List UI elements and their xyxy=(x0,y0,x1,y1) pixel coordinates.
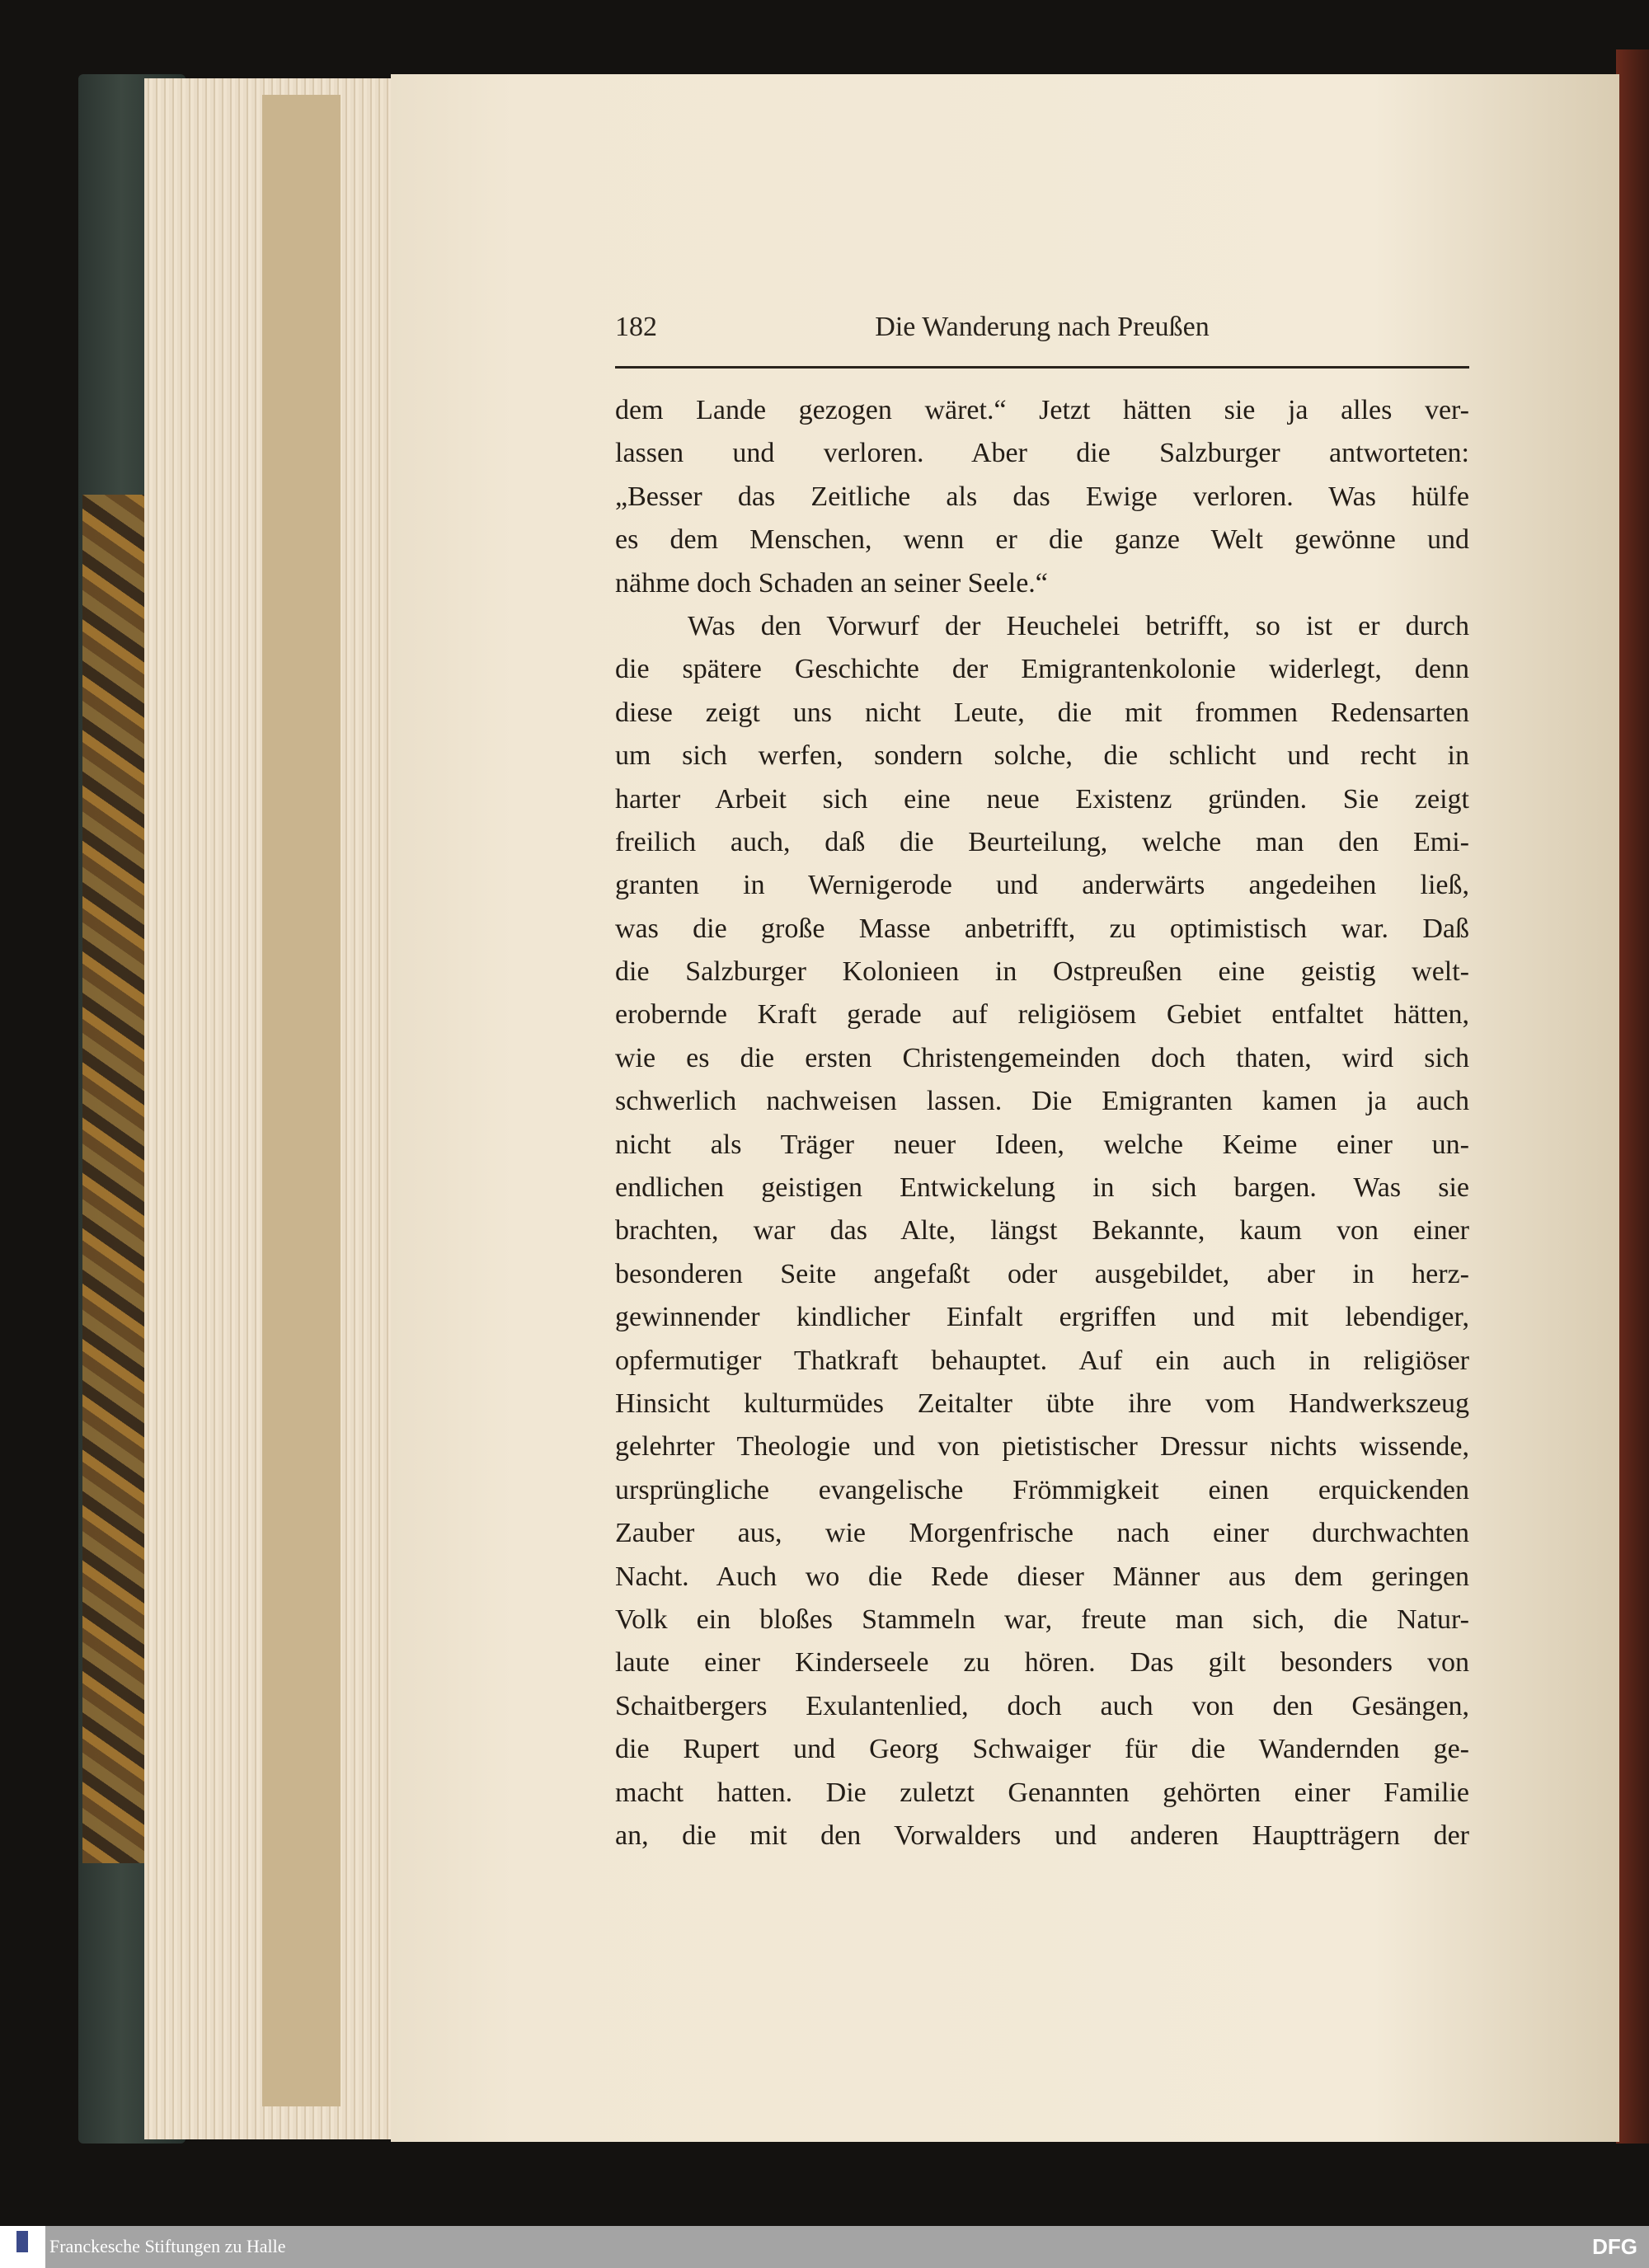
text-line: die Salzburger Kolonieen in Ostpreußen eine geistig welt- xyxy=(615,956,1469,988)
logo-figure-icon xyxy=(16,2231,28,2252)
marbled-cover-paper xyxy=(82,495,144,1863)
text-line: Zauber aus, wie Morgenfrische nach einer durchwachten xyxy=(615,1518,1469,1549)
text-line: Was den Vorwurf der Heuchelei betrifft, so ist er durch xyxy=(688,610,1469,641)
institution-name: Franckesche Stiftungen zu Halle xyxy=(49,2236,286,2256)
text-line: diese zeigt uns nicht Leute, die mit frommen Redensarten xyxy=(615,697,1469,728)
text-line: granten in Wernigerode und anderwärts angedeihen ließ, xyxy=(615,870,1469,901)
text-line: wie es die ersten Christengemeinden doch thaten, wird sich xyxy=(615,1042,1469,1073)
text-line: gewinnender kindlicher Einfalt ergriffen und mit lebendiger, xyxy=(615,1302,1469,1333)
text-line: die Rupert und Georg Schwaiger für die Wandernden ge- xyxy=(615,1734,1469,1765)
text-line: Hinsicht kulturmüdes Zeitalter übte ihre vom Handwerkszeug xyxy=(615,1388,1469,1419)
text-line: endlichen geistigen Entwickelung in sich bargen. Was sie xyxy=(615,1172,1469,1204)
text-line: brachten, war das Alte, längst Bekannte, kaum von einer xyxy=(615,1215,1469,1247)
page-header xyxy=(615,312,1469,348)
institution-logo xyxy=(0,2226,45,2268)
text-line: an, die mit den Vorwalders und anderen Hauptträgern der xyxy=(615,1820,1469,1851)
inserted-leaf xyxy=(262,95,341,2106)
text-line: die spätere Geschichte der Emigrantenkolonie widerlegt, denn xyxy=(615,654,1469,685)
text-line: lassen und verloren. Aber die Salzburger antworteten: xyxy=(615,438,1469,469)
right-cover xyxy=(1616,49,1649,2144)
page-body-text xyxy=(615,389,1469,1857)
text-line: gelehrter Theologie und von pietistischer Dressur nichts wissende, xyxy=(615,1431,1469,1463)
text-line: Nacht. Auch wo die Rede dieser Männer aus dem geringen xyxy=(615,1561,1469,1592)
text-line: Volk ein bloßes Stammeln war, freute man sich, die Natur- xyxy=(615,1604,1469,1635)
header-rule xyxy=(615,366,1469,369)
text-line: opfermutiger Thatkraft behauptet. Auf ein auch in religiöser xyxy=(615,1345,1469,1376)
text-line: was die große Masse anbetrifft, zu optimistisch war. Daß xyxy=(615,913,1469,944)
footer-bar xyxy=(0,2226,1649,2268)
text-line: besonderen Seite angefaßt oder ausgebildet, aber in herz- xyxy=(615,1258,1469,1289)
page-number: 182 xyxy=(615,312,657,342)
text-line: freilich auch, daß die Beurteilung, welche man den Emi- xyxy=(615,826,1469,857)
text-line: macht hatten. Die zuletzt Genannten gehörten einer Familie xyxy=(615,1777,1469,1808)
text-line: „Besser das Zeitliche als das Ewige verloren. Was hülfe xyxy=(615,481,1469,512)
text-line: Schaitbergers Exulantenlied, doch auch von den Gesängen, xyxy=(615,1690,1469,1721)
text-line: erobernde Kraft gerade auf religiösem Gebiet entfaltet hätten, xyxy=(615,999,1469,1031)
text-line: laute einer Kinderseele zu hören. Das gilt besonders von xyxy=(615,1647,1469,1679)
text-line: harter Arbeit sich eine neue Existenz gründen. Sie zeigt xyxy=(615,783,1469,815)
text-line: es dem Menschen, wenn er die ganze Welt gewönne und xyxy=(615,524,1469,556)
text-line: nähme doch Schaden an seiner Seele.“ xyxy=(615,567,1048,599)
text-line: nicht als Träger neuer Ideen, welche Keime einer un- xyxy=(615,1129,1469,1160)
text-line: schwerlich nachweisen lassen. Die Emigranten kamen ja auch xyxy=(615,1086,1469,1117)
text-line: ursprüngliche evangelische Frömmigkeit einen erquickenden xyxy=(615,1474,1469,1505)
text-line: dem Lande gezogen wäret.“ Jetzt hätten sie ja alles ver- xyxy=(615,395,1469,425)
text-line: um sich werfen, sondern solche, die schlicht und recht in xyxy=(615,740,1469,772)
dfg-logo: DFG xyxy=(1592,2234,1637,2259)
running-title: Die Wanderung nach Preußen xyxy=(875,312,1210,342)
